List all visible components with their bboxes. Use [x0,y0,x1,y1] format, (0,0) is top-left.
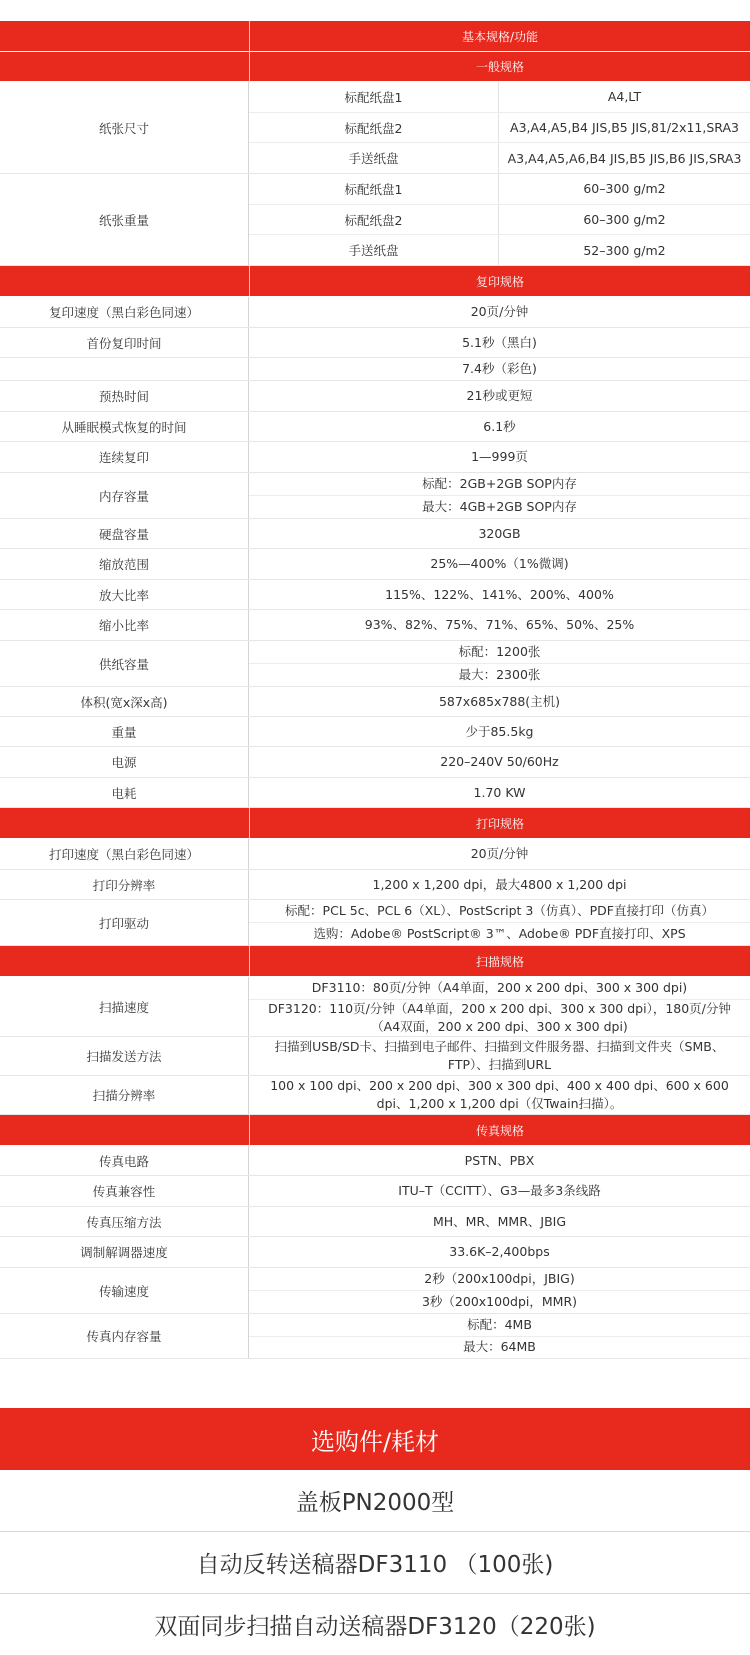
tray-value: A3,A4,A5,B4 JIS,B5 JIS,81/2x11,SRA3 [510,120,739,135]
row-value: 320GB [478,525,521,541]
spec-row [0,717,750,747]
section-header-print [0,808,750,839]
row-value: 25%—400%（1%微调) [430,556,569,571]
row-label: 电耗 [0,778,249,807]
row-value: 标配：2GB+2GB SOP内存 [249,473,750,496]
row-value: PSTN、PBX [464,1152,535,1168]
row-value: DF3110：80页/分钟（A4单面，200 x 200 dpi、300 x 300 dpi) [249,977,750,1000]
paper-size-row [0,82,750,174]
row-label: 扫描分辨率 [0,1076,249,1114]
section-title: 基本规格/功能 [461,29,539,44]
row-value: 最大：2300张 [458,667,541,682]
row-label: 放大比率 [0,580,249,609]
tray-name: 标配纸盘1 [249,174,499,204]
section-header-fax [0,1115,750,1146]
scan-rows [0,977,750,1115]
row-value: 少于85.5kg [465,723,534,739]
fax-rows [0,1146,750,1359]
row-value: 扫描到USB/SD卡、扫描到电子邮件、扫描到文件服务器、扫描到文件夹（SMB、FTP）、扫描到URL [274,1039,725,1072]
spec-row [0,977,750,1037]
tray-row [249,82,750,113]
row-label: 缩放范围 [0,549,249,579]
tray-value: A3,A4,A5,A6,B4 JIS,B5 JIS,B6 JIS,SRA3 [507,150,742,166]
spec-row [0,641,750,687]
spec-row [0,839,750,870]
row-label: 预热时间 [0,381,249,411]
tray-row [249,235,750,265]
tray-row [249,143,750,173]
row-label: 复印速度（黑白彩色同速） [0,297,249,327]
section-header-scan [0,946,750,977]
spec-row [0,549,750,580]
spec-row [0,1037,750,1076]
row-label: 扫描发送方法 [0,1037,249,1075]
row-label: 传真兼容性 [0,1176,249,1206]
row-label: 传输速度 [0,1268,249,1313]
row-label: 扫描速度 [0,977,249,1036]
row-value: 5.1秒（黑白) [462,334,537,350]
tray-name: 标配纸盘2 [249,205,499,235]
row-value: 6.1秒 [483,418,516,434]
row-value: 标配：1200张 [249,641,750,664]
spec-row [0,442,750,473]
row-label: 纸张重量 [0,174,249,265]
row-value: 2秒（200x100dpi，JBIG) [249,1268,750,1291]
row-value: MH、MR、MMR、JBIG [432,1213,567,1229]
section-title: 打印规格 [475,816,524,831]
tray-row [249,205,750,236]
row-value: 33.6K–2,400bps [449,1244,550,1259]
row-value: 115%、122%、141%、200%、400% [385,586,614,602]
spec-row [0,687,750,717]
tray-name: 标配纸盘2 [249,113,499,143]
spec-row [0,1207,750,1237]
section-title: 传真规格 [475,1123,524,1138]
row-label [0,358,249,380]
spec-row [0,870,750,900]
section-header-basic [0,21,750,52]
print-rows [0,839,750,946]
spec-row [0,297,750,328]
section-title: 一般规格 [475,60,524,74]
section-header-general [0,52,750,82]
row-value: 最大：64MB [463,1339,536,1355]
row-label: 硬盘容量 [0,519,249,548]
spec-row [0,358,750,381]
row-value: 93%、82%、75%、71%、65%、50%、25% [364,617,635,632]
option-item: 双面同步扫描自动送稿器DF3120（220张) [0,1594,750,1656]
row-value: 587x685x788(主机) [438,693,561,709]
row-value: 100 x 100 dpi、200 x 200 dpi、300 x 300 dpi、400 x 400 dpi、600 x 600 dpi、1,200 x 1,200 dpi（仅Twain扫描）。 [270,1078,729,1111]
spec-row [0,1314,750,1359]
row-value: 选购：Adobe® PostScript® 3™、Adobe® PDF直接打印、XPS [313,926,686,941]
tray-name: 手送纸盘 [249,235,499,265]
copy-rows [0,297,750,808]
spec-row [0,610,750,641]
tray-value: 52–300 g/m2 [583,242,666,258]
spec-row [0,1176,750,1207]
spec-row [0,473,750,519]
row-value: 最大：4GB+2GB SOP内存 [422,499,577,514]
row-label: 首份复印时间 [0,328,249,357]
spec-row [0,412,750,442]
spec-row [0,328,750,358]
row-value: 1—999页 [471,449,528,464]
row-label: 打印驱动 [0,900,249,945]
row-value: 1.70 KW [473,784,526,800]
row-label: 调制解调器速度 [0,1237,249,1267]
row-label: 纸张尺寸 [0,82,249,173]
row-value: 3秒（200x100dpi，MMR) [421,1294,578,1309]
tray-row [249,113,750,144]
row-value: ITU–T（CCITT）、G3—最多3条线路 [398,1183,601,1198]
tray-name: 标配纸盘1 [249,82,499,112]
row-label: 从睡眠模式恢复的时间 [0,412,249,441]
row-value: 20页/分钟 [470,846,529,861]
row-label: 缩小比率 [0,610,249,640]
row-value: 7.4秒（彩色) [462,361,537,376]
row-value: 21秒或更短 [466,388,533,403]
spec-row [0,1237,750,1268]
row-value: 220–240V 50/60Hz [440,754,559,769]
row-value: 1,200 x 1,200 dpi，最大4800 x 1,200 dpi [372,876,627,892]
row-label: 供纸容量 [0,641,249,686]
options-panel [0,1408,750,1656]
tray-value: A4,LT [607,89,642,105]
row-label: 传真电路 [0,1146,249,1175]
option-item: 自动反转送稿器DF3110 （100张) [0,1532,750,1594]
section-header-copy [0,266,750,297]
row-label: 打印速度（黑白彩色同速） [0,839,249,869]
tray-value: 60–300 g/m2 [583,212,666,227]
row-label: 连续复印 [0,442,249,472]
row-label: 内存容量 [0,473,249,518]
paper-weight-row [0,174,750,266]
spec-row [0,747,750,778]
tray-row [249,174,750,205]
row-value: 20页/分钟 [470,304,529,319]
section-title: 复印规格 [475,274,524,289]
row-label: 重量 [0,717,249,746]
spec-row [0,778,750,808]
row-label: 传真内存容量 [0,1314,249,1358]
row-label: 传真压缩方法 [0,1207,249,1236]
spec-row [0,1076,750,1115]
row-value: 标配：4MB [249,1314,750,1337]
row-label: 打印分辨率 [0,870,249,899]
tray-value: 60–300 g/m2 [583,181,666,197]
row-value: DF3120：110页/分钟（A4单面，200 x 200 dpi、300 x 300 dpi），180页/分钟（A4双面，200 x 200 dpi、300 x 300 dpi) [268,1001,731,1034]
row-label: 体积(宽x深x高) [0,687,249,716]
spec-row [0,900,750,946]
options-title: 选购件/耗材 [0,1408,750,1470]
row-label: 电源 [0,747,249,777]
row-value: 标配：PCL 5c、PCL 6（XL）、PostScript 3（仿真）、PDF直接打印（仿真） [249,900,750,923]
spec-row [0,381,750,412]
section-title: 扫描规格 [475,954,524,969]
spec-row [0,580,750,610]
spec-table [0,21,750,1359]
spec-row [0,1146,750,1176]
spec-row [0,519,750,549]
tray-name: 手送纸盘 [249,143,499,173]
option-item: 盖板PN2000型 [0,1470,750,1532]
spec-row [0,1268,750,1314]
